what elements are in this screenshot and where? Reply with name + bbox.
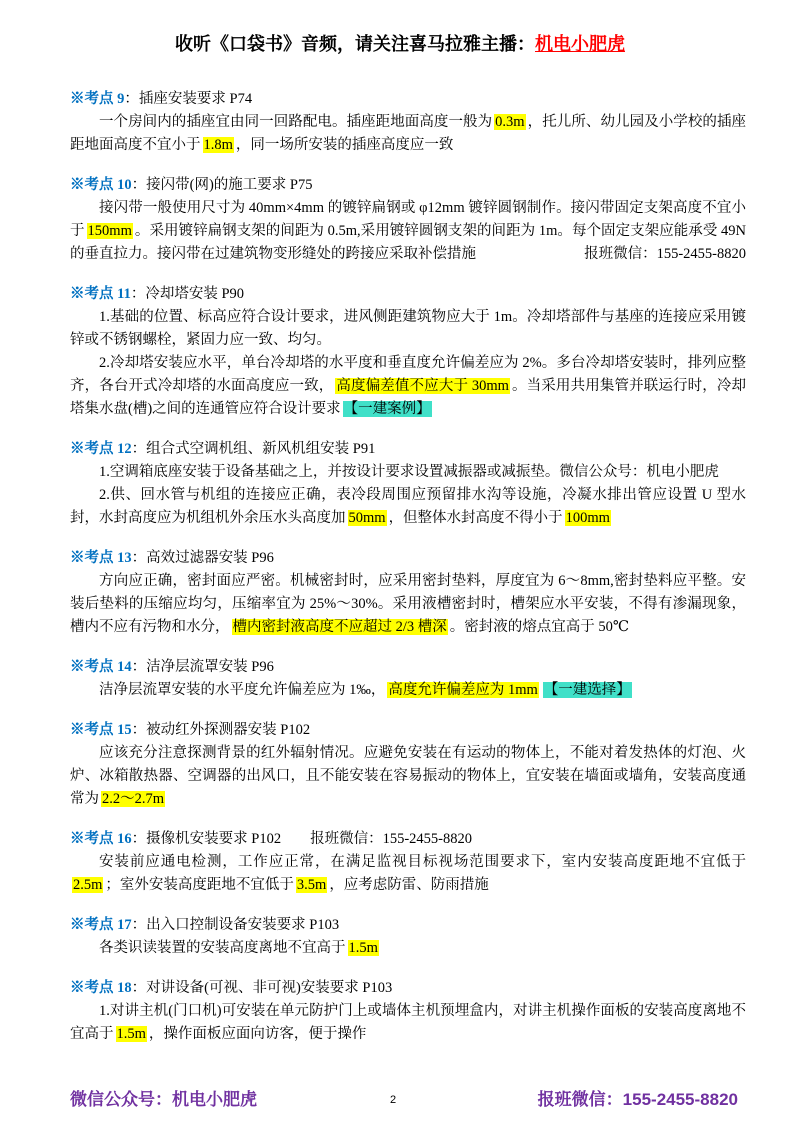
exam-point-label: ※考点 17	[70, 917, 132, 933]
highlighted-text: 1.5m	[348, 940, 378, 956]
section-paragraph	[70, 570, 746, 639]
exam-point-heading	[70, 719, 746, 742]
exam-point-label: ※考点 16	[70, 831, 132, 847]
paragraph-text: ，但整体水封高度不得小于	[388, 510, 563, 526]
exam-point-section	[70, 828, 746, 897]
highlighted-text: 【一建案例】	[343, 401, 431, 417]
exam-point-title: ：高效过滤器安装 P96	[131, 550, 274, 566]
paragraph-text: ；室外安装高度距地不宜低于	[105, 877, 294, 893]
exam-point-heading	[70, 283, 746, 306]
paragraph-text: 各类识读装置的安装高度离地不宜高于	[99, 940, 346, 956]
section-paragraph	[70, 111, 746, 157]
section-paragraph	[70, 742, 746, 811]
exam-point-label: ※考点 14	[70, 659, 132, 675]
section-paragraph	[70, 679, 746, 702]
exam-point-heading	[70, 914, 746, 937]
exam-point-label: ※考点 13	[70, 550, 132, 566]
page-number: 2	[389, 1094, 397, 1106]
exam-point-section	[70, 283, 746, 421]
paragraph-text: 接闪带一般使用尺寸为 40mm×4mm 的镀锌扁钢或 φ12mm 镀锌圆钢制作。接闪带固定支架高度不宜小于	[70, 200, 746, 239]
paragraph-text: 1.空调箱底座安装于设备基础之上，并按设计要求设置减振器或减振垫。微信公众号：机电小肥虎	[99, 464, 719, 480]
paragraph-text: ，应考虑防雷、防雨措施	[329, 877, 489, 893]
exam-points-list	[70, 88, 746, 1063]
highlighted-text: 50mm	[348, 510, 386, 526]
highlighted-text: 2.2～2.7m	[102, 791, 165, 807]
highlighted-text: 高度允许偏差应为 1mm	[388, 682, 538, 698]
exam-point-section	[70, 88, 746, 157]
exam-point-title: ：插座安装要求 P74	[124, 91, 253, 107]
highlighted-text: 2.5m	[73, 877, 103, 893]
exam-point-section	[70, 174, 746, 266]
highlighted-text: 高度偏差值不应大于 30mm	[336, 378, 509, 394]
header-text: 收听《口袋书》音频，请关注喜马拉雅主播：	[175, 34, 535, 54]
section-paragraph	[70, 306, 746, 352]
paragraph-text: ，同一场所安装的插座高度应一致	[235, 137, 454, 153]
paragraph-text: 2.供、回水管与机组的连接应正确，表冷段周围应预留排水沟等设施，冷凝水排出管应设置 U 型水封，水封高度应为机组机外余压水头高度加	[70, 487, 746, 526]
paragraph-text: 应该充分注意探测背景的红外辐射情况。应避免安装在有运动的物体上，不能对着发热体的灯泡、火炉、冰箱散热器、空调器的出风口，且不能安装在容易振动的物体上，宜安装在墙面或墙角，安装高度通常为	[70, 745, 746, 807]
page-header	[0, 31, 800, 57]
exam-point-title: ：被动红外探测器安装 P102	[131, 722, 311, 738]
contact-note: 报班微信：155-2455-8820	[584, 246, 746, 262]
exam-point-title: ：组合式空调机组、新风机组安装 P91	[131, 441, 376, 457]
paragraph-text: ，操作面板应面向访客，便于操作	[148, 1026, 367, 1042]
exam-point-heading	[70, 828, 746, 851]
exam-point-heading	[70, 88, 746, 111]
exam-point-heading	[70, 977, 746, 1000]
paragraph-text: 方向应正确，密封面应严密。机械密封时，应采用密封垫料，厚度宜为 6～8mm,密封垫料应平整。安装后垫料的压缩应均匀，压缩率宜为 25%～30%。采用液槽密封时，槽架应水平安装，不得有渗漏现象，槽内不应有污物和水分，	[70, 573, 746, 635]
exam-point-heading	[70, 547, 746, 570]
exam-point-label: ※考点 12	[70, 441, 132, 457]
exam-point-section	[70, 438, 746, 530]
exam-point-section	[70, 547, 746, 639]
section-paragraph	[70, 851, 746, 897]
section-paragraph	[70, 484, 746, 530]
exam-point-title: ：摄像机安装要求 P102	[131, 831, 282, 847]
exam-point-heading	[70, 438, 746, 461]
exam-point-label: ※考点 18	[70, 980, 132, 996]
section-paragraph	[70, 461, 746, 484]
paragraph-text: 安装前应通电检测，工作应正常，在满足监视目标视场范围要求下，室内安装高度距地不宜低于	[99, 854, 746, 870]
highlighted-text: 槽内密封液高度不应超过 2/3 槽深	[232, 619, 447, 635]
exam-point-heading	[70, 174, 746, 197]
section-paragraph	[70, 1000, 746, 1046]
exam-point-section	[70, 977, 746, 1046]
exam-point-title: ：出入口控制设备安装要求 P103	[131, 917, 340, 933]
paragraph-text: 洁净层流罩安装的水平度允许偏差应为 1‰，	[99, 682, 386, 698]
exam-point-title: ：洁净层流罩安装 P96	[131, 659, 274, 675]
section-paragraph	[70, 937, 746, 960]
highlighted-text: 【一建选择】	[543, 682, 631, 698]
contact-note: 报班微信：155-2455-8820	[310, 831, 472, 847]
exam-point-title: ：冷却塔安装 P90	[130, 286, 245, 302]
highlighted-text: 150mm	[87, 223, 132, 239]
paragraph-text: 一个房间内的插座宜由同一回路配电。插座距地面高度一般为	[99, 114, 493, 130]
paragraph-text: 。当采用共用集管并联运行时，冷却塔集水盘(槽)之间的连通管应符合设计要求	[70, 378, 747, 417]
exam-point-section	[70, 719, 746, 811]
exam-point-label: ※考点 10	[70, 177, 132, 193]
exam-point-section	[70, 914, 746, 960]
highlighted-text: 100mm	[565, 510, 610, 526]
exam-point-label: ※考点 9	[70, 91, 125, 107]
section-paragraph	[70, 352, 746, 421]
exam-point-title: ：对讲设备(可视、非可视)安装要求 P103	[131, 980, 393, 996]
section-paragraph	[70, 197, 746, 266]
exam-point-heading	[70, 656, 746, 679]
paragraph-text: 2.冷却塔安装应水平，单台冷却塔的水平度和垂直度允许偏差应为 2%。多台冷却塔安装时，排列应整齐，各台开式冷却塔的水面高度应一致，	[70, 355, 746, 394]
paragraph-text: 1.基础的位置、标高应符合设计要求，进风侧距建筑物应大于 1m。冷却塔部件与基座的连接应采用镀锌或不锈钢螺栓，紧固力应一致、均匀。	[70, 309, 746, 348]
highlighted-text: 1.5m	[116, 1026, 146, 1042]
exam-point-section	[70, 656, 746, 702]
highlighted-text: 3.5m	[296, 877, 327, 893]
exam-point-label: ※考点 15	[70, 722, 132, 738]
footer-contact: 报班微信：155-2455-8820	[537, 1090, 738, 1109]
paragraph-text: 。密封液的熔点宜高于 50℃	[449, 619, 630, 635]
highlighted-text: 0.3m	[495, 114, 525, 130]
host-name-link[interactable]: 机电小肥虎	[535, 34, 625, 54]
exam-point-label: ※考点 11	[70, 286, 131, 302]
exam-point-title: ：接闪带(网)的施工要求 P75	[131, 177, 313, 193]
paragraph-text: 1.对讲主机(门口机)可安装在单元防护门上或墙体主机预埋盒内，对讲主机操作面板的安装高度离地不宜高于	[70, 1003, 746, 1042]
paragraph-text: 。采用镀锌扁钢支架的间距为 0.5m,采用镀锌圆钢支架的间距为 1m。每个固定支架应能承受 49N 的垂直拉力。接闪带在过建筑物变形缝处的跨接应采取补偿措施	[70, 223, 746, 262]
footer-wechat-account: 微信公众号：机电小肥虎	[70, 1090, 257, 1109]
paragraph-text: ，托儿所、幼儿园及小学校的插座距地面高度不宜小于	[70, 114, 747, 153]
highlighted-text: 1.8m	[203, 137, 233, 153]
